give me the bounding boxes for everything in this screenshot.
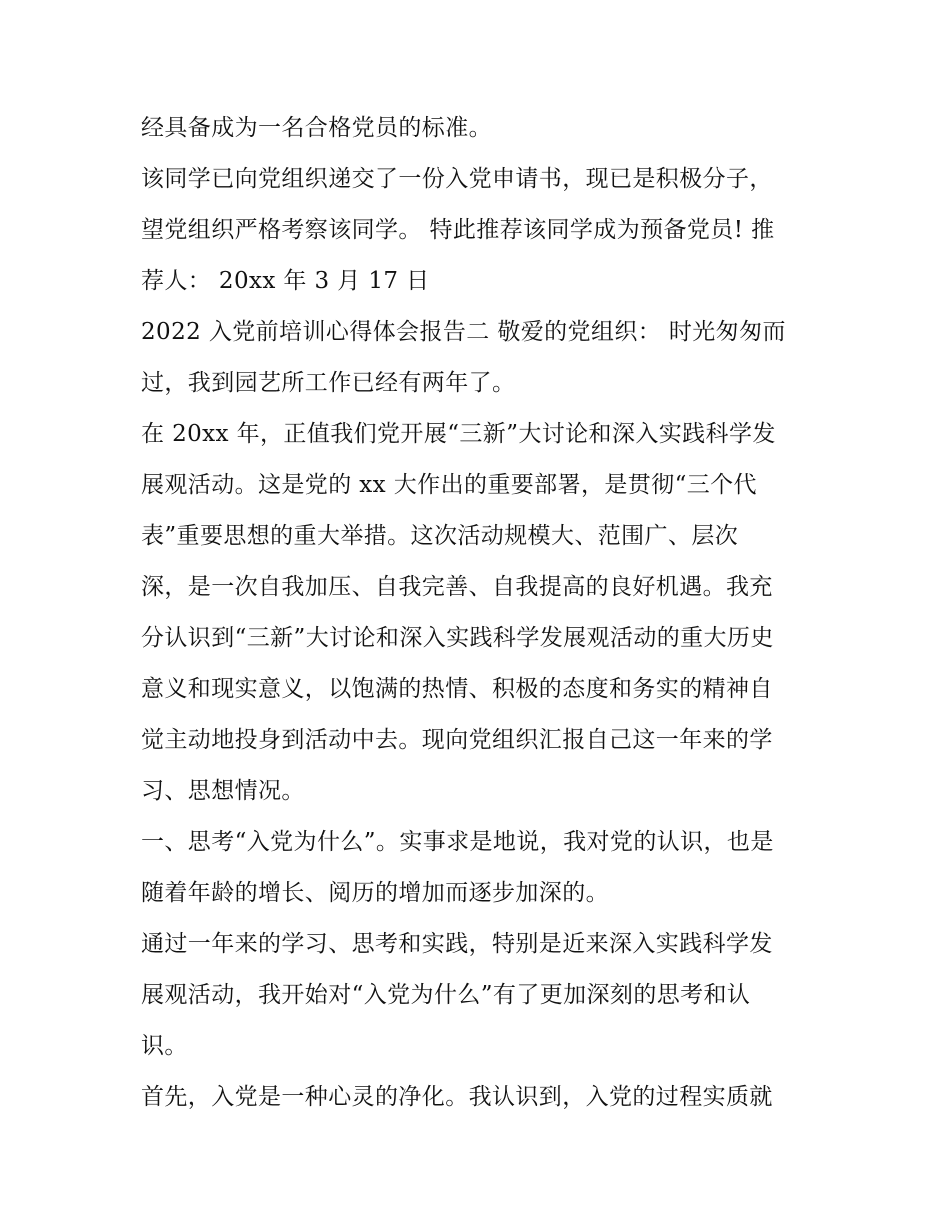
text-line: 展观活动，我开始对“入党为什么”有了更加深刻的思考和认 (141, 982, 751, 1008)
text-line: 深，是一次自我加压、自我完善、自我提高的良好机遇。我充 (141, 574, 773, 600)
text-line: 识。 (141, 1033, 188, 1059)
text-line: 展观活动。这是党的 xx 大作出的重要部署，是贯彻“三个代 (141, 472, 757, 498)
text-line: 在 20xx 年，正值我们党开展“三新”大讨论和深入实践科学发 (141, 421, 776, 447)
text-line: 随着年龄的增长、阅历的增加而逐步加深的。 (141, 880, 609, 906)
text-line: 意义和现实意义，以饱满的热情、积极的态度和务实的精神自 (141, 676, 773, 702)
text-line: 首先，入党是一种心灵的净化。我认识到，入党的过程实质就 (141, 1084, 773, 1110)
text-line: 分认识到“三新”大讨论和深入实践科学发展观活动的重大历史 (141, 625, 774, 651)
text-line: 荐人： 20xx 年 3 月 17 日 (141, 268, 430, 294)
text-line: 觉主动地投身到活动中去。现向党组织汇报自己这一年来的学 (141, 727, 773, 753)
text-line: 过，我到园艺所工作已经有两年了。 (141, 370, 516, 396)
text-line: 通过一年来的学习、思考和实践，特别是近来深入实践科学发 (141, 931, 773, 957)
text-line: 2022 入党前培训心得体会报告二 敬爱的党组织： 时光匆匆而 (141, 319, 786, 345)
text-line: 一、思考“入党为什么”。实事求是地说，我对党的认识，也是 (141, 829, 774, 855)
text-line: 表”重要思想的重大举措。这次活动规模大、范围广、层次 (141, 523, 739, 549)
text-line: 该同学已向党组织递交了一份入党申请书，现已是积极分子， (141, 166, 773, 192)
text-line: 经具备成为一名合格党员的标准。 (141, 115, 492, 141)
text-line: 望党组织严格考察该同学。 特此推荐该同学成为预备党员! 推 (141, 217, 775, 243)
text-line: 习、思想情况。 (141, 778, 305, 804)
